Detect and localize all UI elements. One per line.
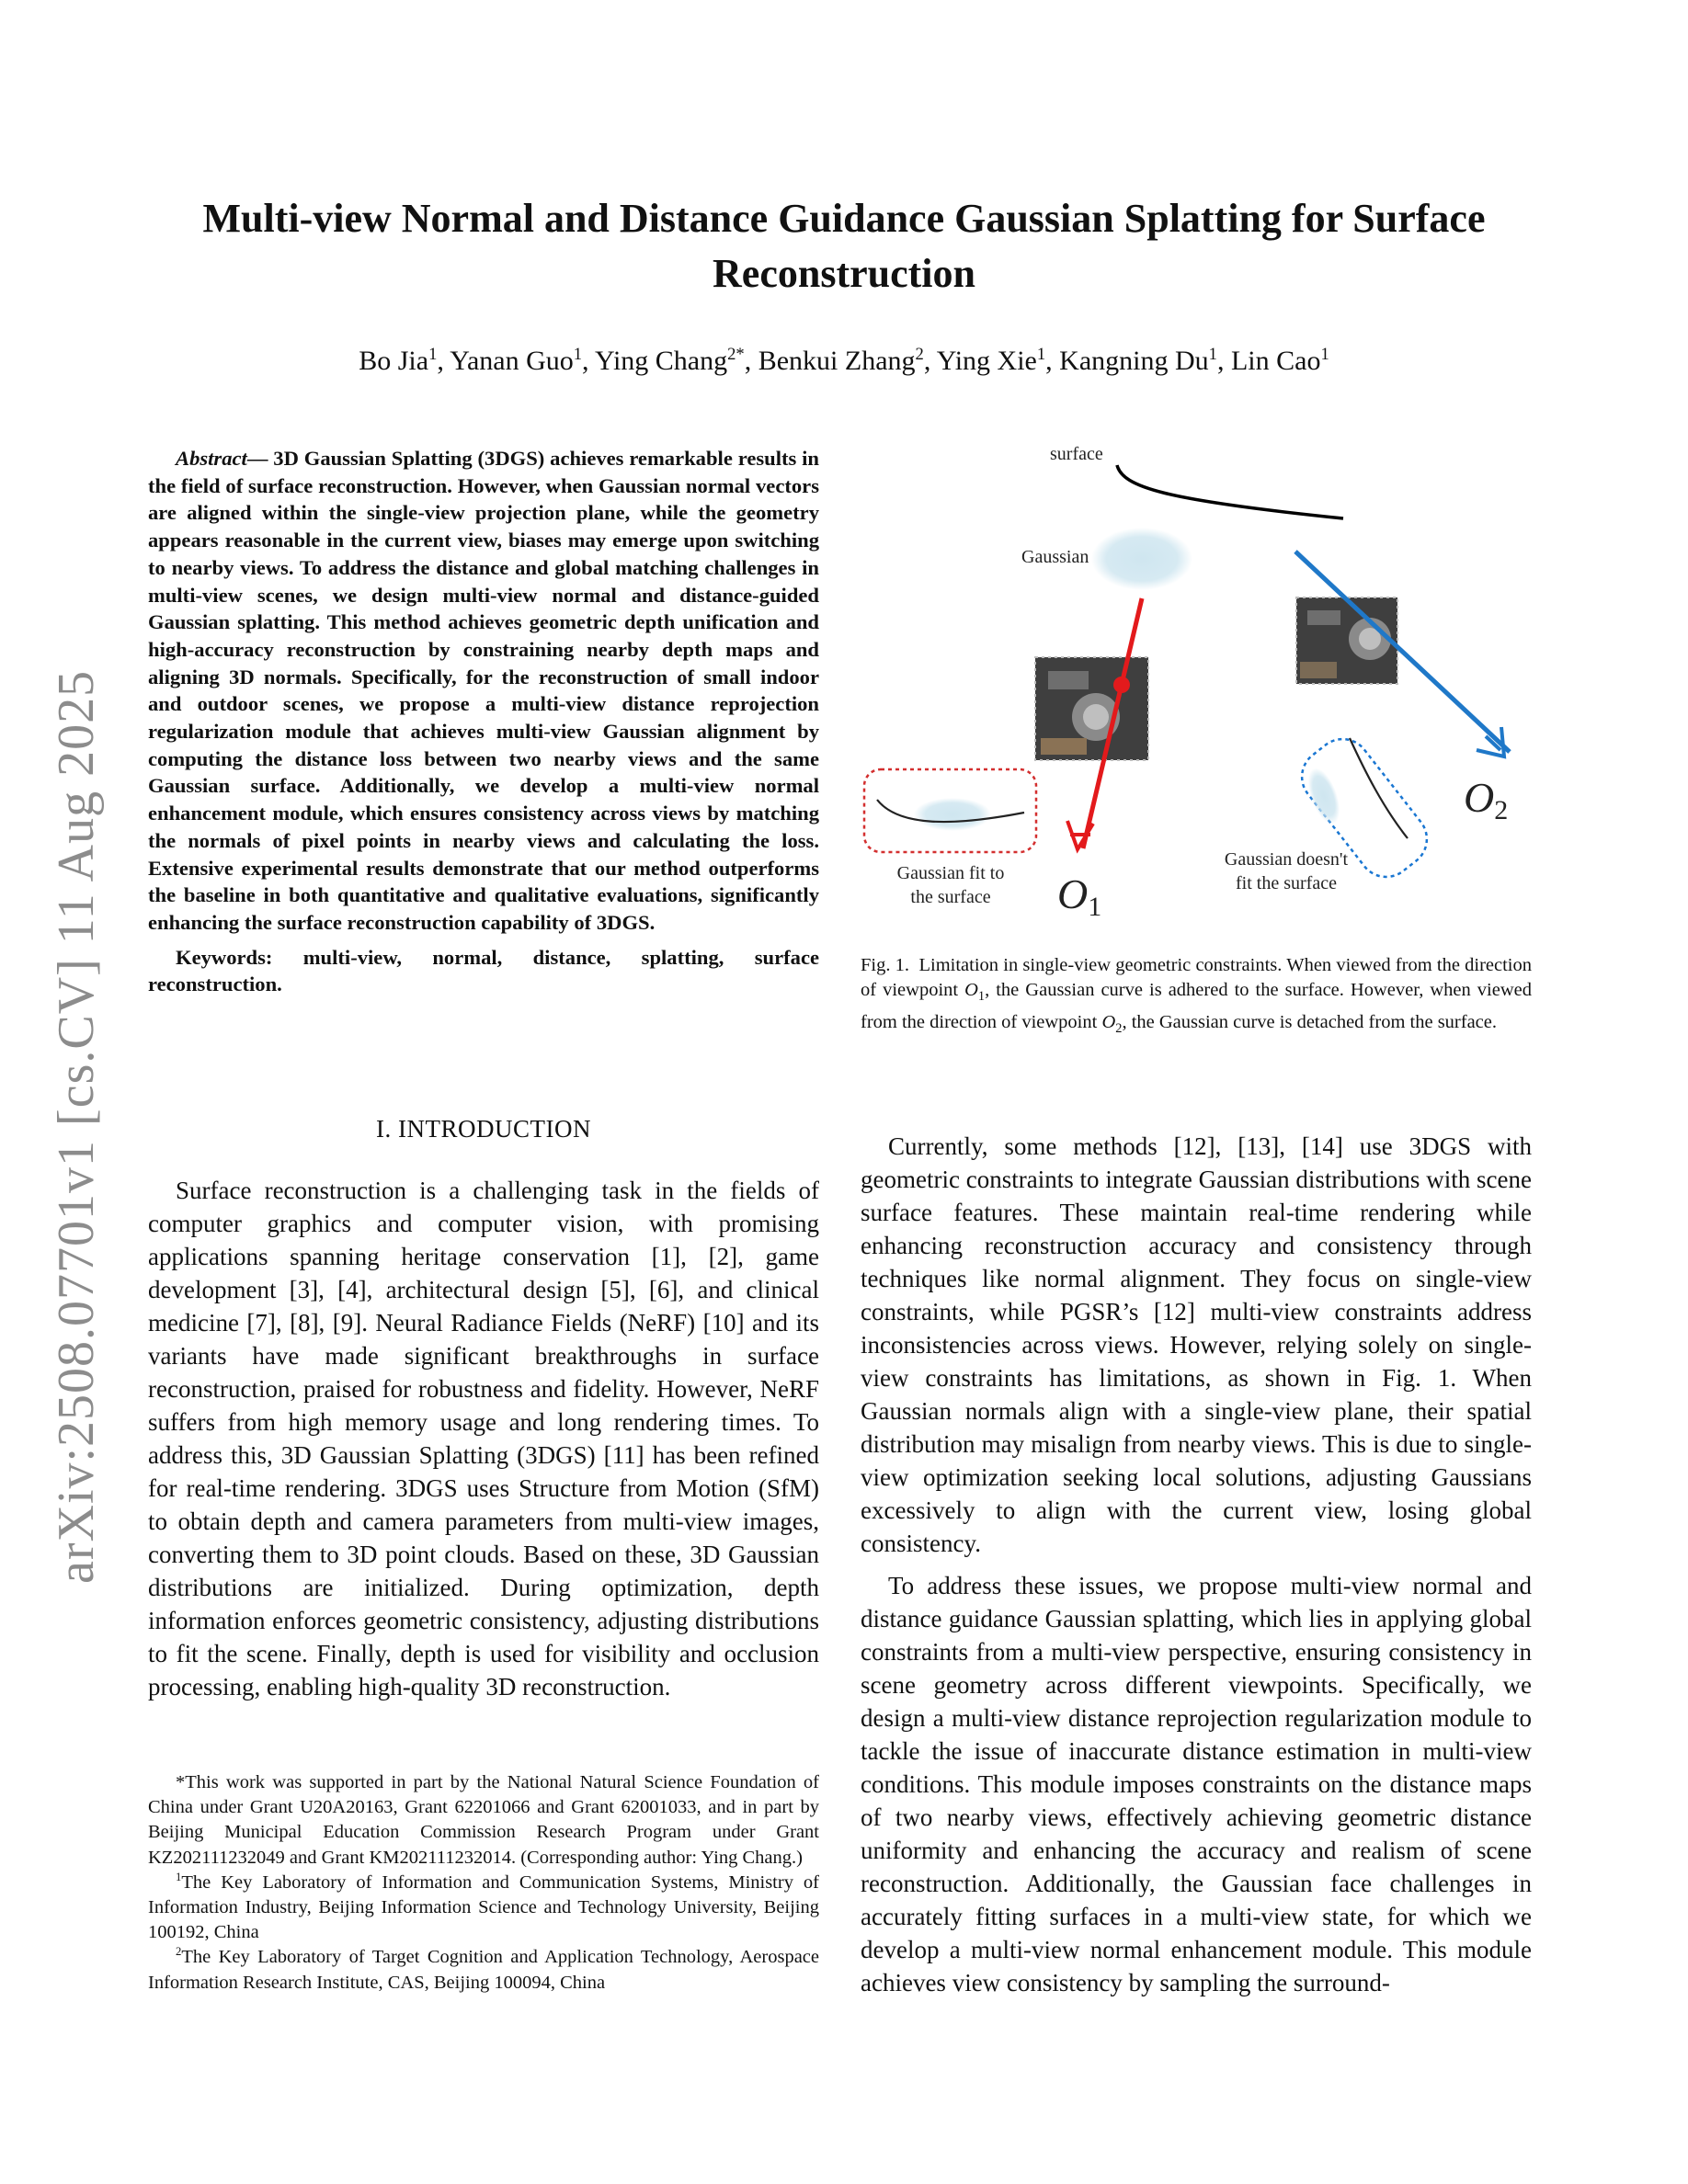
author: Benkui Zhang$^2$, bbox=[758, 345, 937, 376]
intro-paragraph: Surface reconstruction is a challenging task in the fields of computer graphics and computer vision, with promising applications spanning heritage conservation [1], [2], game development [3], [4], architectural design [5], [6], and clinical medicine [7], [8], [9]. Neural Radiance Fields (NeRF) [10] and its variants have made significant breakthroughs in surface reconstruction, praised for robustness and fidelity. However, NeRF suffers from high memory usage and long rendering times. To address this, 3D Gaussian Splatting (3DGS) [11] has been refined for real-time rendering. 3DGS uses Structure from Motion (SfM) to obtain depth and camera parameters from multi-view images, converting them to 3D point clouds. Based on these, 3D Gaussian distributions are initialized. During optimization, depth information enforces geometric consistency, adjusting distributions to fit the scene. Finally, depth is used for visibility and occlusion processing, enabling high-quality 3D reconstruction. bbox=[148, 1177, 819, 1701]
body-paragraph: Currently, some methods [12], [13], [14] use 3DGS with geometric constraints to integrate Gaussian distributions with scene surface features. These maintain real-time rendering while enhancing reconstruction accuracy and consistency through techniques like normal alignment. They focus on single-view constraints, while PGSR’s [12] multi-view constraints address inconsistencies across views. However, relying solely on single-view constraints has limitations, as shown in Fig. 1. When Gaussian normals align with a single-view plane, their spatial distribution may misalign from nearby views. This is due to single-view optimization seeking local solutions, adjusting Gaussians excessively to align with the current view, losing global consistency. bbox=[861, 1132, 1532, 1557]
camera-image-2 bbox=[1296, 597, 1397, 684]
nofit-caption-line2: fit the surface bbox=[1236, 873, 1337, 893]
figure-1-diagram bbox=[861, 430, 1532, 927]
figure-1-caption: Fig. 1. Limitation in single-view geometric constraints. When viewed from the direction of viewpoint $O_1$, the Gaussian curve is adhered to the surface. However, when viewed from the direction of viewpoint $O_2$, the Gaussian curve is detached from the surface. bbox=[861, 955, 1532, 1036]
author-list bbox=[138, 343, 1550, 380]
keywords: Keywords: multi-view, normal, distance, splatting, surface reconstruction. bbox=[148, 945, 819, 996]
abstract bbox=[148, 445, 819, 998]
body-paragraph: To address these issues, we propose multi-view normal and distance guidance Gaussian splatting, which lies in applying global constraints from a multi-view perspective, ensuring consistency in scene geometry across different viewpoints. Specifically, we design a multi-view distance reprojection regularization module to tackle the issue of inaccurate distance estimation in multi-view conditions. This module imposes constraints on the distance maps of two nearby views, effectively achieving geometric distance uniformity and enhancing the accuracy and realism of scene reconstruction. Additionally, the Gaussian face challenges in accurately fitting surfaces in a multi-view state, for which we develop a multi-view normal enhancement module. This module achieves view consistency by sampling the surround- bbox=[861, 1572, 1532, 1996]
viewpoint-2-label: O2 bbox=[1464, 774, 1509, 825]
author: Bo Jia$^1$, bbox=[359, 345, 451, 376]
author: Lin Cao$^1$ bbox=[1230, 345, 1329, 376]
surface-label: surface bbox=[1050, 444, 1103, 464]
affiliation-footnote-2: $^2$The Key Laboratory of Target Cognition and Application Technology, Aerospace Information Research Institute, CAS, Beijing 100094, China bbox=[148, 1945, 819, 1993]
nofit-caption-line1: Gaussian doesn't bbox=[1224, 849, 1349, 870]
author: Kangning Du$^1$, bbox=[1059, 345, 1231, 376]
gaussian-label: Gaussian bbox=[1021, 547, 1089, 567]
fit-caption-line1: Gaussian fit to bbox=[896, 863, 1005, 883]
fit-caption-line2: the surface bbox=[910, 887, 991, 907]
caption-prefix: Fig. 1. bbox=[861, 955, 910, 975]
abstract-label: Abstract bbox=[176, 447, 247, 470]
funding-footnote: *This work was supported in part by the National Natural Science Foundation of China under Grant U20A20163, Grant 62201066 and Grant 62001033, and in part by Beijing Municipal Education Commission Research Program under Grant KZ202111232049 and Grant KM202111232014. (Corresponding author: Ying Chang.) bbox=[148, 1772, 819, 1868]
arxiv-identifier: arXiv:2508.07701v1 [cs.CV] 11 Aug 2025 bbox=[48, 669, 105, 1584]
section-heading-introduction: I. INTRODUCTION bbox=[376, 1115, 591, 1143]
gaussian-fit-box bbox=[864, 769, 1036, 852]
right-column-body bbox=[861, 1130, 1532, 1999]
introduction-body bbox=[148, 1174, 819, 1703]
abstract-text: — 3D Gaussian Splatting (3DGS) achieves remarkable results in the field of surface reconstruction. However, when Gaussian normal vectors are aligned within the single-view projection plane, while the geometry appears reasonable in the current view, biases may emerge upon switching to nearby views. To address the distance and global matching challenges in multi-view scenes, we design multi-view normal and distance-guided Gaussian splatting. This method achieves geometric depth unification and high-accuracy reconstruction by constraining nearby depth maps and aligning 3D normals. Specifically, for the reconstruction of small indoor and outdoor scenes, we propose a multi-view distance reprojection regularization module that achieves multi-view Gaussian alignment by computing the distance loss between two nearby views and the same Gaussian surface. Additionally, we develop a multi-view normal enhancement module, which ensures consistency across views by matching the normals of pixel points in nearby views and calculating the loss. Extensive experimental results demonstrate that our method outperforms the baseline in both quantitative and qualitative evaluations, significantly enhancing the surface reconstruction capability of 3DGS. bbox=[148, 447, 819, 934]
author: Yanan Guo$^1$, bbox=[450, 345, 595, 376]
gaussian-ellipse bbox=[1091, 528, 1192, 590]
surface-curve bbox=[1117, 465, 1343, 518]
author: Ying Xie$^1$, bbox=[936, 345, 1060, 376]
figure-1 bbox=[861, 430, 1532, 927]
viewpoint-1-label: O1 bbox=[1057, 870, 1102, 922]
footnotes bbox=[148, 1770, 819, 1996]
author: Ying Chang$^{2*}$, bbox=[594, 345, 758, 376]
paper-title: Multi-view Normal and Distance Guidance Gaussian Splatting for Surface Reconstruction bbox=[202, 196, 1486, 296]
camera-image-1 bbox=[1035, 657, 1148, 760]
affiliation-footnote-1: $^1$The Key Laboratory of Information and Communication Systems, Ministry of Information Industry, Beijing Information Science and Technology University, Beijing 100192, China bbox=[148, 1870, 819, 1943]
